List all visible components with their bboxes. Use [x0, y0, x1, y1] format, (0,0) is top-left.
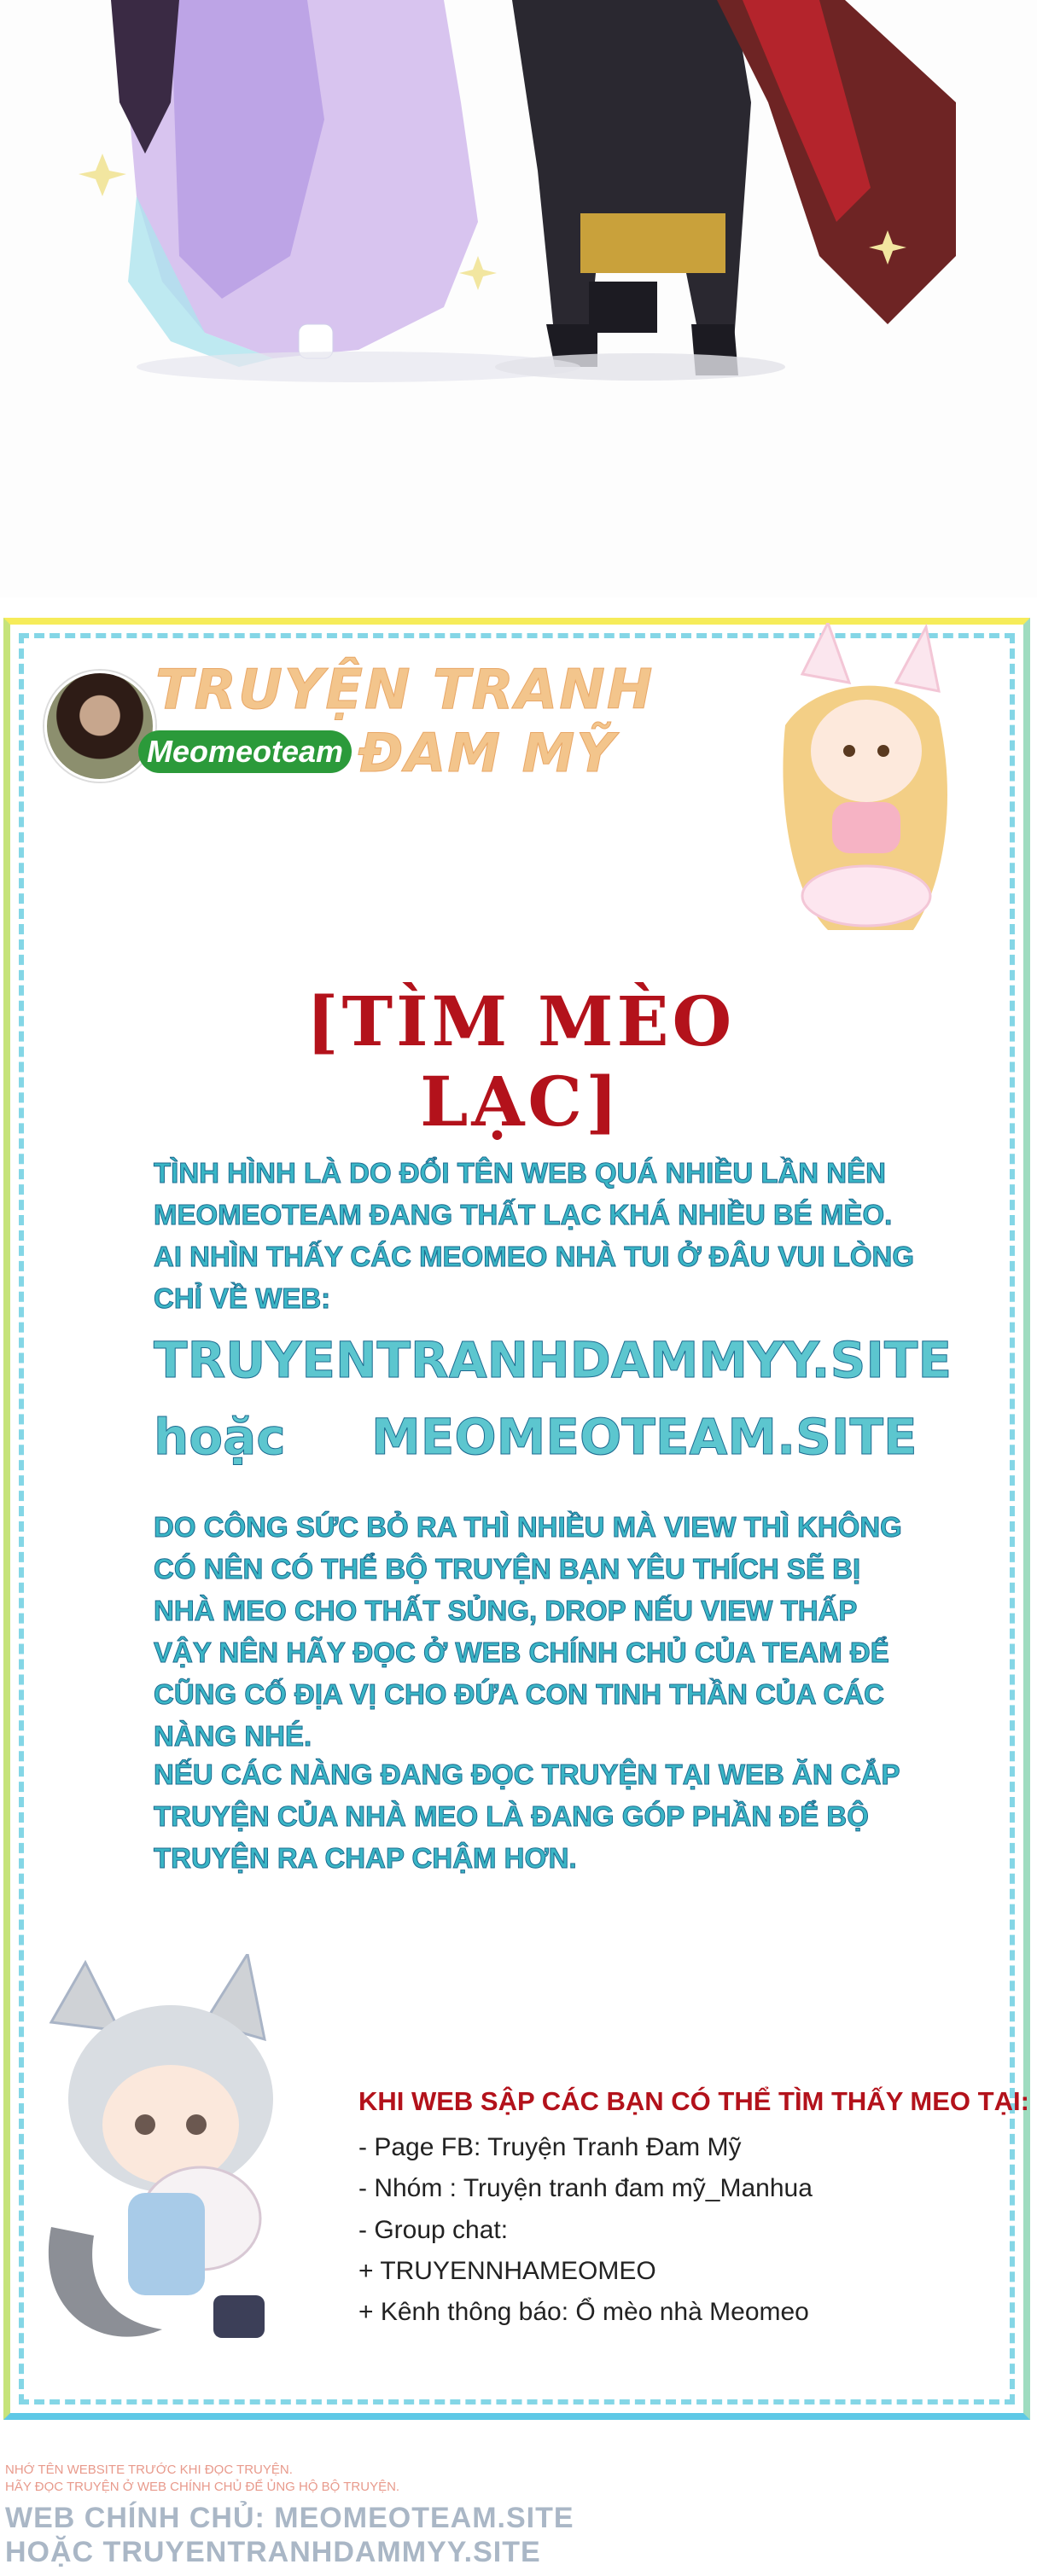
comic-illustration [0, 0, 1037, 597]
contact-item-group: - Nhóm : Truyện tranh đam mỹ_Manhua [358, 2174, 813, 2202]
website-url-2: MEOMEOTEAM.SITE [371, 1408, 918, 1466]
contact-item-group-chat: - Group chat: [358, 2216, 509, 2244]
notice-paragraph-1: TÌNH HÌNH LÀ DO ĐỔI TÊN WEB QUÁ NHIỀU LẦN NÊN MEOMEOTEAM ĐANG THẤT LẠC KHÁ NHIỀU BÉ MÈO. AI NHÌN THẤY CÁC MEOMEO NHÀ TUI Ở ĐÂU VUI LÒNG CHỈ VỀ WEB: [154, 1157, 915, 1314]
notice-heading: [TÌM MÈO LẠC] [306, 981, 736, 1142]
chibi-characters-art [0, 0, 1037, 597]
website-url-1: TRUYENTRANHDAMMYY.SITE [154, 1331, 953, 1389]
or-word: hoặc [154, 1408, 286, 1466]
fox-girl-sticker [768, 623, 964, 956]
website-url-row [154, 1408, 922, 1466]
logo-title-line2: ĐAM MỸ [358, 722, 617, 784]
footer-alt-site: HOẶC TRUYENTRANHDAMMYY.SITE [5, 2536, 541, 2568]
logo-badge: Meomeoteam [138, 730, 352, 773]
notice-paragraph-2: DO CÔNG SỨC BỎ RA THÌ NHIỀU MÀ VIEW THÌ KHÔNG CÓ NÊN CÓ THỂ BỘ TRUYỆN BẠN YÊU THÍCH SẼ BỊ NHÀ MEO CHO THẤT SỦNG, DROP NẾU VIEW THẤP VẬY NÊN HÃY ĐỌC Ở WEB CHÍNH CHỦ CỦA TEAM ĐỂ CŨNG CỐ ĐỊA VỊ CHO ĐỨA CON TINH THẦN CỦA CÁC NÀNG NHÉ. [154, 1511, 902, 1752]
footer-main-site: WEB CHÍNH CHỦ: MEOMEOTEAM.SITE [5, 2502, 574, 2534]
notice-paragraph-3: NẾU CÁC NÀNG ĐANG ĐỌC TRUYỆN TẠI WEB ĂN CẮP TRUYỆN CỦA NHÀ MEO LÀ ĐANG GÓP PHẦN ĐỂ BỘ TRUYỆN RA CHAP CHẬM HƠN. [154, 1759, 900, 1874]
contact-item-page-fb: - Page FB: Truyện Tranh Đam Mỹ [358, 2133, 742, 2161]
logo-title-line1: TRUYỆN TRANH [155, 659, 655, 722]
contact-item-channel: + Kênh thông báo: Ổ mèo nhà Meomeo [358, 2298, 809, 2326]
fox-boy-sticker [34, 1954, 316, 2364]
contact-item-chat-name: + TRUYENNHAMEOMEO [358, 2257, 656, 2285]
logo-avatar-image [44, 671, 155, 782]
footer-note-1: NHỚ TÊN WEBSITE TRƯỚC KHI ĐỌC TRUYỆN. [5, 2463, 293, 2477]
footer-note-2: HÃY ĐỌC TRUYỆN Ở WEB CHÍNH CHỦ ĐỂ ỦNG HỘ BỘ TRUYỆN. [5, 2480, 400, 2494]
contact-title: KHI WEB SẬP CÁC BẠN CÓ THỂ TÌM THẤY MEO TẠI: [358, 2086, 1029, 2116]
